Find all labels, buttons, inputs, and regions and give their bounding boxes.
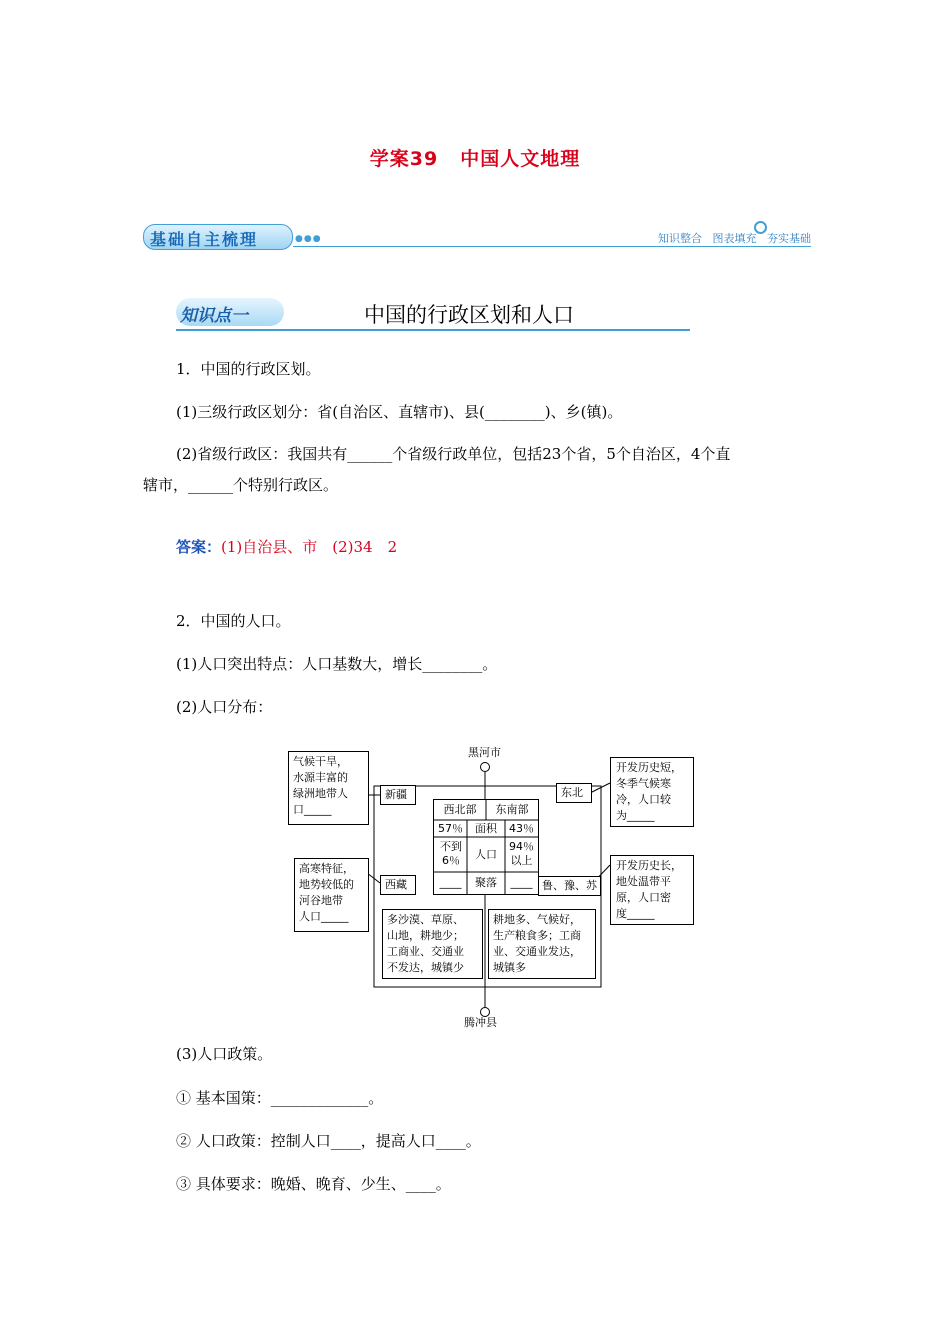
section2-heading: 2．中国的人口。 — [176, 612, 291, 630]
xinjiang-note-line: 绿洲地带人 — [293, 787, 348, 800]
northwest-features — [382, 909, 483, 979]
lu-yu-su-note-line: 度_____ — [616, 907, 655, 920]
table-cell: ____ — [510, 876, 533, 889]
banner-right-labels — [658, 230, 811, 246]
section3-item2: ② 人口政策：控制人口____，提高人口____。 — [176, 1132, 481, 1150]
banner-dots-icon: ●●● — [295, 234, 322, 244]
answer — [176, 537, 397, 557]
xizang-note — [294, 858, 369, 932]
table-header-southeast: 东南部 — [495, 803, 529, 816]
xizang-note-line: 人口_____ — [299, 910, 349, 923]
dongbei-note-line: 为_____ — [616, 809, 655, 822]
xinjiang-label — [380, 785, 416, 805]
table-cell: 43％ — [509, 822, 534, 835]
knowledge-point-title: 中国的行政区划和人口 — [364, 303, 574, 327]
section2-item2: (2)人口分布： — [176, 698, 273, 716]
xizang-label — [380, 875, 416, 895]
xinjiang-label-text: 新疆 — [385, 788, 407, 801]
section2-item1: (1)人口突出特点：人口基数大，增长________。 — [176, 655, 498, 673]
xinjiang-note-line: 口_____ — [293, 803, 332, 816]
table-cell: 不到6％ — [440, 840, 462, 867]
southeast-feature-line: 生产粮食多；工商 — [493, 929, 581, 942]
dongbei-note-line: 冬季气候寒 — [616, 777, 671, 790]
xizang-label-text: 西藏 — [385, 878, 407, 891]
section3-item3: ③ 具体要求：晚婚、晚育、少生、____。 — [176, 1175, 451, 1193]
table-cell: 聚落 — [475, 876, 497, 889]
lu-yu-su-label — [538, 876, 601, 896]
knowledge-point-badge-label: 知识点一 — [180, 306, 248, 326]
southeast-features — [488, 909, 596, 979]
xizang-note-line: 河谷地带 — [299, 894, 343, 907]
lu-yu-su-label-text: 鲁、豫、苏 — [542, 879, 597, 892]
section-banner — [143, 224, 811, 249]
dongbei-label — [556, 783, 592, 803]
southeast-feature-line: 城镇多 — [493, 961, 526, 974]
banner-right-3: 夯实基础 — [767, 232, 811, 245]
population-distribution-diagram — [288, 745, 694, 1031]
dongbei-label-text: 东北 — [561, 786, 583, 799]
xinjiang-note-line: 气候干旱， — [293, 755, 348, 768]
northwest-feature-line: 山地，耕地少； — [387, 929, 464, 942]
northwest-feature-line: 工商业、交通业 — [387, 945, 464, 958]
diagram-bottom-label: 腾冲县 — [464, 1016, 497, 1029]
banner-right-1: 知识整合 — [658, 232, 702, 245]
diagram-top-label: 黑河市 — [468, 746, 501, 759]
title-name: 中国人文地理 — [460, 148, 581, 170]
knowledge-point-header — [176, 294, 690, 330]
southeast-feature-line: 业、交通业发达， — [493, 945, 581, 958]
section1-item2-line1: (2)省级行政区：我国共有______个省级行政单位，包括23个省，5个自治区，4个直 — [176, 445, 731, 463]
section1-item1: (1)三级行政区划分：省(自治区、直辖市)、县(________)、乡(镇)。 — [176, 403, 623, 421]
dongbei-note — [610, 757, 694, 827]
lu-yu-su-note-line: 原，人口密 — [616, 891, 671, 904]
table-cell: 面积 — [475, 822, 497, 835]
northwest-feature-line: 不发达，城镇少 — [387, 961, 464, 974]
answer-text: (1)自治县、市 (2)34 2 — [221, 538, 398, 556]
southeast-feature-line: 耕地多、气候好， — [493, 913, 581, 926]
table-header-northwest: 西北部 — [443, 803, 477, 816]
northwest-feature-line: 多沙漠、草原、 — [387, 913, 464, 926]
comparison-table — [433, 799, 539, 895]
knowledge-point-badge — [176, 298, 284, 326]
lu-yu-su-note-line: 地处温带平 — [616, 875, 671, 888]
section3-heading: (3)人口政策。 — [176, 1045, 273, 1063]
section1-heading: 1．中国的行政区划。 — [176, 360, 321, 378]
banner-right-2: 图表填充 — [712, 232, 757, 245]
banner-badge — [143, 224, 293, 250]
table-cell: 57％ — [438, 822, 463, 835]
xinjiang-note — [288, 751, 369, 825]
table-cell: 94％以上 — [509, 840, 534, 867]
dongbei-note-line: 开发历史短， — [616, 761, 682, 774]
xizang-note-line: 高寒特征， — [299, 862, 354, 875]
dongbei-note-line: 冷，人口较 — [616, 793, 671, 806]
lu-yu-su-note-line: 开发历史长， — [616, 859, 682, 872]
table-cell: ____ — [439, 876, 462, 889]
banner-left-label: 基础自主梳理 — [150, 230, 259, 249]
banner-divider — [293, 246, 811, 247]
title-code: 学案39 — [369, 148, 439, 170]
section1-item2-line2: 辖市，______个特别行政区。 — [143, 476, 339, 494]
page-title — [0, 144, 950, 171]
answer-label: 答案： — [176, 538, 222, 556]
section3-item1: ① 基本国策：_____________。 — [176, 1089, 384, 1107]
xinjiang-note-line: 水源丰富的 — [293, 771, 348, 784]
xizang-note-line: 地势较低的 — [299, 878, 354, 891]
table-cell: 人口 — [475, 848, 497, 861]
lu-yu-su-note — [610, 855, 694, 925]
knowledge-point-underline — [176, 329, 690, 331]
